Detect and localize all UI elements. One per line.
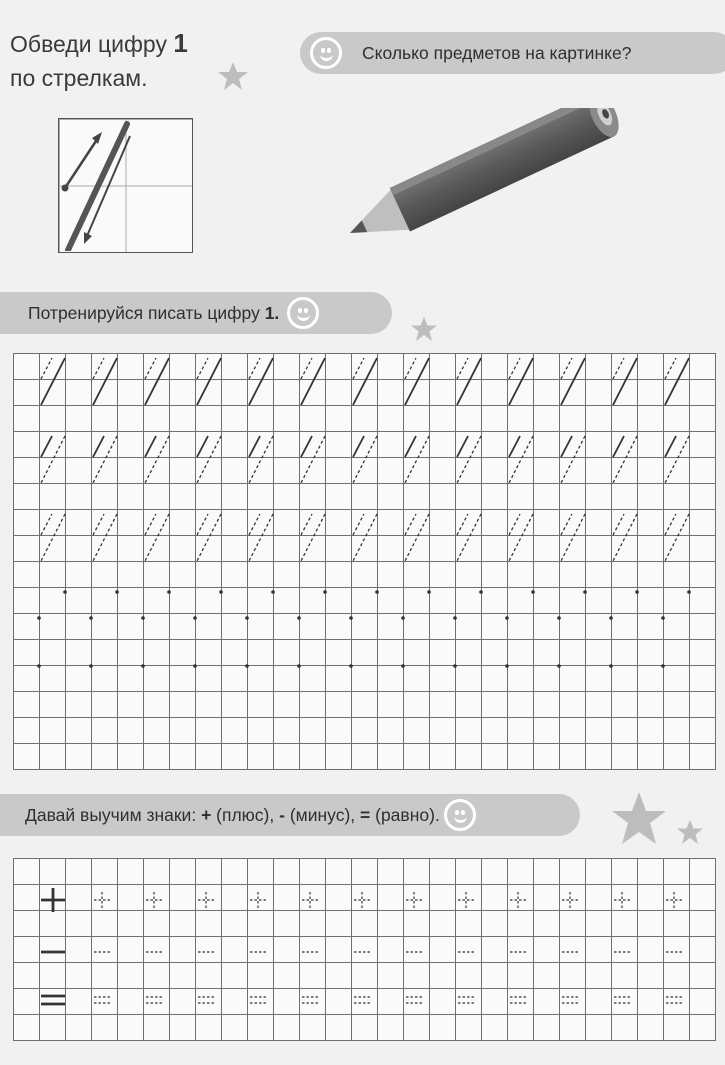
intro-instruction [10, 26, 188, 95]
start-dot [37, 616, 41, 620]
digit-one-guide [93, 358, 104, 379]
start-dot [193, 616, 197, 620]
tracing-arrow-icon [58, 118, 191, 251]
digit-one-guide [405, 436, 429, 483]
digit-one-guide [405, 514, 429, 561]
start-dot [661, 616, 665, 620]
digit-one-guide [41, 514, 65, 561]
digit-one-guide [613, 436, 637, 483]
digit-one-guide [93, 436, 117, 483]
digit-one-guide [613, 358, 624, 379]
digit-one-guide [353, 514, 377, 561]
minus-sign: - [279, 804, 285, 825]
start-dot [401, 616, 405, 620]
digit-one-guide [93, 358, 117, 405]
banner-practice-text: Потренируйся писать цифру [28, 302, 260, 323]
start-dot [583, 590, 587, 594]
digit-one-guide [405, 358, 429, 405]
start-dot [557, 664, 561, 668]
start-dot [297, 616, 301, 620]
star-icon [410, 315, 438, 343]
digit-one-guide [41, 514, 52, 535]
intro-line2: по стрелкам. [10, 65, 148, 91]
start-dot [401, 664, 405, 668]
digit-one-guide [353, 358, 364, 379]
digit-one-guide [665, 358, 689, 405]
start-dot [193, 664, 197, 668]
digit-one-guide [197, 514, 221, 561]
digit-one-guide [145, 358, 169, 405]
smiley-icon [287, 297, 319, 329]
digit-one-guide [197, 358, 221, 405]
digit-one-guide [405, 514, 416, 535]
start-dot [505, 616, 509, 620]
digit-one-guide [457, 358, 481, 405]
digit-one-guide [353, 436, 377, 483]
digit-one-guide [249, 436, 260, 457]
start-dot [219, 590, 223, 594]
digit-one-guide [561, 514, 585, 561]
digit-one-guide [301, 436, 325, 483]
star-icon [217, 60, 249, 92]
start-dot [609, 616, 613, 620]
digit-one-guide [145, 514, 169, 561]
banner-signs-text: Давай выучим знаки: [25, 804, 197, 825]
digit-one-guide [41, 436, 52, 457]
digit-one-guide [301, 514, 325, 561]
practice-guides [13, 353, 716, 770]
start-dot [375, 590, 379, 594]
start-dot [63, 590, 67, 594]
digit-one-guide [301, 436, 312, 457]
start-dot [89, 664, 93, 668]
digit-one-guide [665, 358, 676, 379]
equals-sign: = [360, 804, 371, 825]
start-dot [141, 616, 145, 620]
start-dot [297, 664, 301, 668]
digit-one-guide [197, 436, 221, 483]
start-dot [245, 616, 249, 620]
digit-one-guide [561, 514, 572, 535]
start-dot [141, 664, 145, 668]
start-dot [349, 664, 353, 668]
digit-one-guide [613, 514, 624, 535]
start-dot [557, 616, 561, 620]
start-dot [271, 590, 275, 594]
digit-one-guide [561, 358, 585, 405]
star-icon [676, 818, 704, 846]
start-dot [167, 590, 171, 594]
start-dot [609, 664, 613, 668]
start-dot [479, 590, 483, 594]
digit-one-guide [249, 514, 260, 535]
digit-one-guide [197, 514, 208, 535]
digit-one-guide [197, 358, 208, 379]
digit-one-guide [613, 358, 637, 405]
digit-one-guide [665, 436, 676, 457]
banner-signs [0, 794, 580, 836]
start-dot [323, 590, 327, 594]
signs-guides [13, 858, 716, 1041]
digit-one-guide [561, 436, 572, 457]
smiley-icon [444, 799, 476, 831]
digit-one-guide [613, 436, 624, 457]
digit-one-guide [509, 514, 520, 535]
start-dot [635, 590, 639, 594]
digit-one-guide [665, 514, 689, 561]
digit-one-guide [509, 358, 533, 405]
digit-one-guide [509, 436, 520, 457]
start-dot [453, 616, 457, 620]
digit-one-guide [405, 358, 416, 379]
digit-one-guide [353, 436, 364, 457]
banner-practice [0, 292, 392, 334]
digit-one-guide [665, 436, 689, 483]
banner-count-text: Сколько предметов на картинке? [362, 42, 632, 63]
digit-one-guide [145, 358, 156, 379]
digit-one-guide [509, 514, 533, 561]
digit-one-guide [561, 358, 572, 379]
digit-one-guide [145, 436, 169, 483]
digit-one-guide [353, 514, 364, 535]
digit-one-guide [41, 358, 65, 405]
start-dot [37, 664, 41, 668]
digit-one-guide [353, 358, 377, 405]
digit-one-guide [249, 514, 273, 561]
digit-one-guide [93, 514, 117, 561]
digit-one-guide [613, 514, 637, 561]
digit-one-guide [41, 358, 52, 379]
banner-count-items [300, 32, 725, 74]
intro-digit: 1 [173, 28, 188, 58]
digit-one-guide [41, 436, 65, 483]
digit-one-guide [457, 358, 468, 379]
plus-word: (плюс), [216, 804, 275, 825]
smiley-icon [310, 37, 342, 69]
start-dot [687, 590, 691, 594]
start-dot [453, 664, 457, 668]
start-dot [89, 616, 93, 620]
digit-one-guide [457, 514, 468, 535]
start-dot [427, 590, 431, 594]
minus-word: (минус), [289, 804, 356, 825]
pencil-picture [330, 108, 630, 248]
start-dot [349, 616, 353, 620]
digit-one-guide [665, 514, 676, 535]
digit-one-guide [93, 514, 104, 535]
digit-one-guide [249, 358, 260, 379]
digit-one-guide [145, 514, 156, 535]
start-dot [531, 590, 535, 594]
digit-one-guide [405, 436, 416, 457]
digit-one-guide [197, 436, 208, 457]
digit-one-guide [509, 436, 533, 483]
digit-one-guide [145, 436, 156, 457]
start-dot [661, 664, 665, 668]
digit-one-guide [93, 436, 104, 457]
digit-one-guide [301, 358, 325, 405]
intro-line1: Обведи цифру [10, 31, 167, 57]
star-icon [610, 790, 668, 848]
digit-one-guide [457, 436, 468, 457]
equals-word: (равно). [375, 804, 440, 825]
digit-one-guide [249, 436, 273, 483]
digit-one-guide [301, 358, 312, 379]
start-dot [115, 590, 119, 594]
digit-one-guide [249, 358, 273, 405]
digit-one-guide [457, 436, 481, 483]
start-dot [245, 664, 249, 668]
start-dot [505, 664, 509, 668]
digit-one-guide [561, 436, 585, 483]
banner-practice-digit: 1. [264, 302, 280, 323]
digit-one-guide [509, 358, 520, 379]
plus-sign: + [201, 804, 212, 825]
digit-one-guide [301, 514, 312, 535]
digit-one-guide [457, 514, 481, 561]
